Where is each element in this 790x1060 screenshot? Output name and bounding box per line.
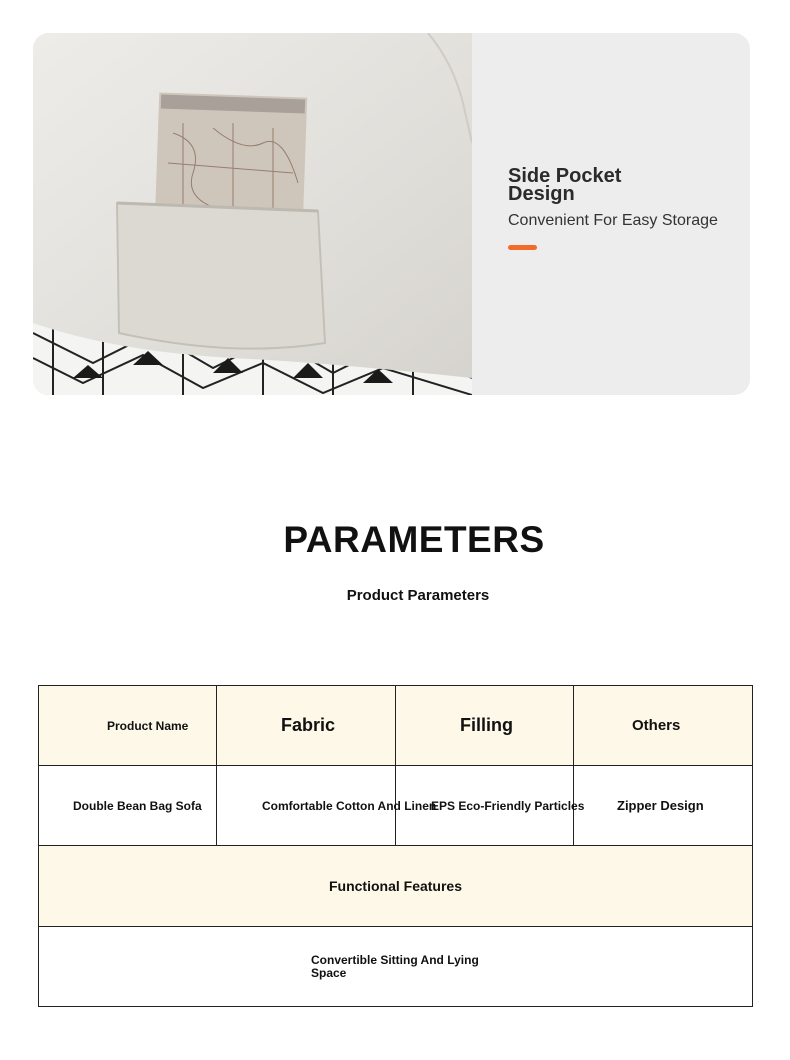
cell-others: Zipper Design bbox=[574, 766, 753, 846]
cell-product-name bbox=[39, 766, 217, 846]
hero-text-block bbox=[508, 167, 738, 250]
product-photo bbox=[33, 33, 472, 395]
section-subtitle: Product Parameters bbox=[346, 587, 490, 604]
feature-card-side-pocket bbox=[33, 33, 750, 395]
bean-bag-side-pocket-photo bbox=[33, 33, 472, 395]
cell-filling: EPS Eco-Friendly Particles bbox=[396, 766, 574, 846]
accent-bar bbox=[508, 245, 537, 250]
cell-fabric: Comfortable Cotton And Linen bbox=[217, 766, 396, 846]
features-value-row bbox=[39, 927, 753, 1007]
features-value: Convertible Sitting And Lying Space bbox=[311, 953, 479, 980]
header-filling: Filling bbox=[396, 686, 574, 766]
header-product-name: Product Name bbox=[39, 686, 217, 766]
header-others: Others bbox=[574, 686, 753, 766]
features-header-row bbox=[39, 846, 753, 927]
hero-title: Side Pocket Design bbox=[508, 165, 622, 205]
table-row bbox=[39, 766, 753, 846]
header-fabric: Fabric bbox=[217, 686, 396, 766]
product-name-value: Double Bean Bag Sofa bbox=[73, 798, 202, 813]
section-title: PARAMETERS bbox=[283, 519, 545, 560]
table-header-row bbox=[39, 686, 753, 766]
parameters-table bbox=[38, 685, 753, 1007]
features-header: Functional Features bbox=[39, 846, 753, 927]
features-cell bbox=[39, 927, 753, 1007]
hero-subtitle: Convenient For Easy Storage bbox=[508, 212, 718, 229]
